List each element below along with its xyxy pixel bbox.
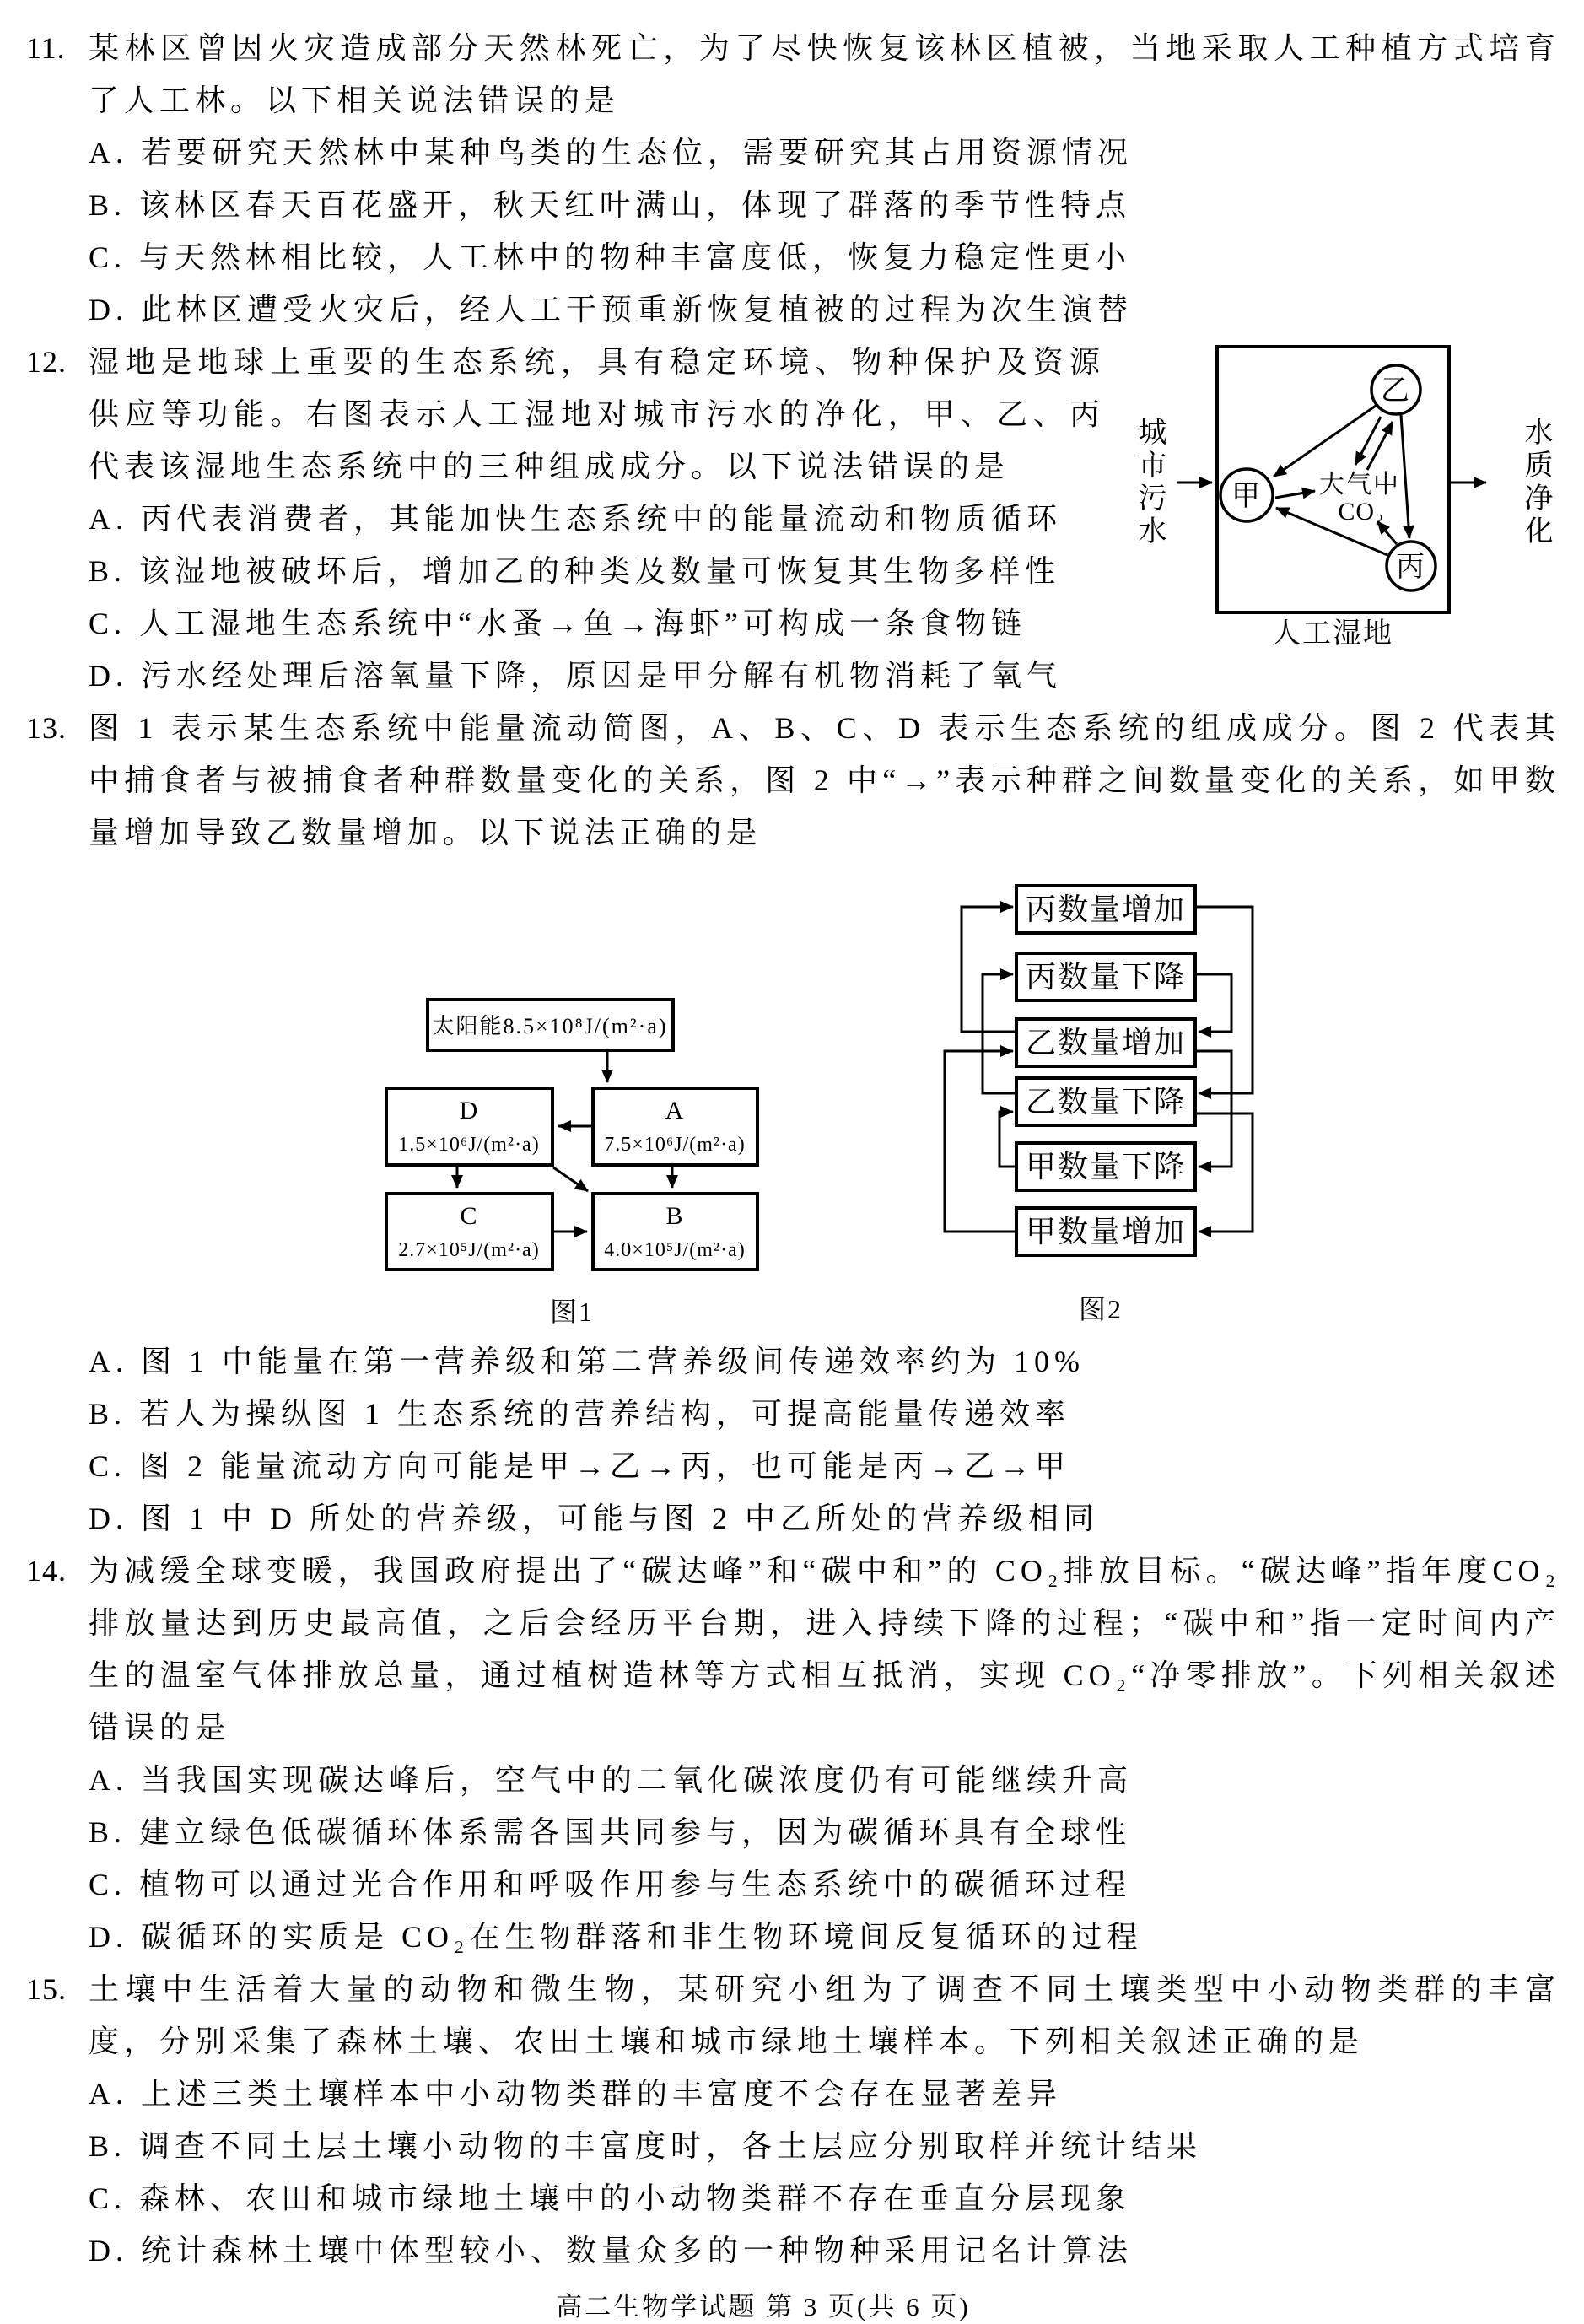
arrow-bing-down-to-yi-up	[1195, 974, 1231, 1032]
wetland-svg	[1130, 332, 1552, 671]
box-a-letter: A	[665, 1097, 685, 1124]
question-13-number: 13.	[26, 711, 67, 745]
arrow-co2-to-yi	[1367, 422, 1393, 470]
question-13-option-b: B. 若人为操纵图 1 生态系统的营养结构，可提高能量传递效率	[89, 1397, 1071, 1431]
page-footer: 高二生物学试题 第 3 页(共 6 页)	[556, 2292, 971, 2321]
arrow-yi-to-bing	[1401, 415, 1409, 538]
box-c-letter: C	[460, 1202, 478, 1230]
question-11-option-c: C. 与天然林相比较，人工林中的物种丰富度低，恢复力稳定性更小	[89, 240, 1132, 274]
question-12-option-a: A. 丙代表消费者，其能加快生态系统中的能量流动和物质循环	[89, 502, 1062, 536]
question-13-stem: 图 1 表示某生态系统中能量流动简图，A、B、C、D 表示生态系统的组成成分。图 2 代表其中捕食者与被捕食者种群数量变化的关系，图 2 中“→”表示种群之间数量变化的关系，如甲数量增加导致乙数量增加。以下说法正确的是	[89, 711, 1560, 849]
fig2-box-4-label: 乙数量下降	[1025, 1085, 1187, 1119]
arrow-bing-up-to-yi-down	[1195, 907, 1253, 1093]
node-jia-label: 甲	[1231, 481, 1262, 512]
question-14-option-d: D. 碳循环的实质是 CO₂在生物群落和非生物环境间反复循环的过程	[89, 1920, 1143, 1954]
question-11-option-a: A. 若要研究天然林中某种鸟类的生态位，需要研究其占用资源情况	[89, 136, 1133, 170]
question-12-option-b: B. 该湿地被破坏后，增加乙的种类及数量可恢复其生物多样性	[89, 554, 1061, 588]
fig2-box-6-label: 甲数量增加	[1025, 1215, 1187, 1248]
node-yi-label: 乙	[1381, 375, 1411, 407]
question-11-stem: 某林区曾因火灾造成部分天然林死亡，为了尽快恢复该林区植被，当地采取人工种植方式培育了人工林。以下相关说法错误的是	[89, 31, 1560, 117]
question-13	[26, 702, 1560, 1545]
node-bing-label: 丙	[1396, 552, 1426, 583]
arrow-d-to-b	[553, 1167, 588, 1191]
arrow-yi-down-to-bing-down	[983, 974, 1016, 1093]
question-12-option-d: D. 污水经处理后溶氧量下降，原因是甲分解有机物消耗了氧气	[89, 659, 1062, 693]
sun-box-label: 太阳能8.5×10⁸J/(m²·a)	[432, 1014, 668, 1038]
question-14-option-a: A. 当我国实现碳达峰后，空气中的二氧化碳浓度仍有可能继续升高	[89, 1763, 1133, 1797]
arrow-jia-down-to-yi-down	[999, 1112, 1016, 1167]
fig2-box-1-label: 丙数量增加	[1025, 892, 1187, 926]
fig2-box-5-label: 甲数量下降	[1025, 1150, 1187, 1184]
box-b-value: 4.0×10⁵J/(m²·a)	[604, 1239, 746, 1261]
fig2-box-2-label: 丙数量下降	[1025, 960, 1187, 994]
question-11-option-d: D. 此林区遭受火灾后，经人工干预重新恢复植被的过程为次生演替	[89, 293, 1133, 326]
box-a-value: 7.5×10⁶J/(m²·a)	[604, 1134, 746, 1156]
question-15	[26, 1963, 1560, 2277]
arrow-yi-up-to-bing-up	[962, 907, 1016, 1032]
question-12-stem: 湿地是地球上重要的生态系统，具有稳定环境、物种保护及资源供应等功能。右图表示人工湿地对城市污水的净化，甲、乙、丙代表该湿地生态系统中的三种组成成分。以下说法错误的是	[89, 345, 1105, 483]
question-13-option-c: C. 图 2 能量流动方向可能是甲→乙→丙，也可能是丙→乙→甲	[89, 1449, 1071, 1483]
question-15-option-c: C. 森林、农田和城市绿地土壤中的小动物类群不存在垂直分层现象	[89, 2181, 1132, 2215]
question-11	[26, 22, 1560, 336]
figure-1-energy-flow	[375, 985, 772, 1340]
question-11-number: 11.	[26, 31, 66, 65]
question-15-stem: 土壤中生活着大量的动物和微生物，某研究小组为了调查不同土壤类型中小动物类群的丰富度，分别采集了森林土壤、农田土壤和城市绿地土壤样本。下列相关叙述正确的是	[89, 1972, 1560, 2058]
question-14-number: 14.	[26, 1554, 67, 1588]
wetland-input-label: 城市污水	[1134, 417, 1165, 548]
box-c-value: 2.7×10⁵J/(m²·a)	[398, 1239, 540, 1261]
fig2-box-3-label: 乙数量增加	[1025, 1026, 1187, 1060]
question-13-option-a: A. 图 1 中能量在第一营养级和第二营养级间传递效率约为 10%	[89, 1345, 1085, 1378]
question-15-number: 15.	[26, 1972, 67, 2006]
question-15-option-a: A. 上述三类土壤样本中小动物类群的丰富度不会存在显著差异	[89, 2077, 1062, 2111]
question-13-figures	[89, 859, 1560, 1335]
wetland-diagram	[1122, 332, 1560, 671]
question-14-option-b: B. 建立绿色低碳循环体系需各国共同参与，因为碳循环具有全球性	[89, 1815, 1132, 1849]
co2-label-line2: CO₂	[1338, 498, 1385, 526]
figure-1-caption: 图1	[549, 1297, 595, 1327]
wetland-caption: 人工湿地	[1272, 618, 1393, 650]
question-12	[26, 336, 1560, 702]
box-d-letter: D	[459, 1097, 479, 1124]
figure-2-caption: 图2	[1078, 1294, 1123, 1324]
question-12-number: 12.	[26, 345, 67, 379]
question-15-option-b: B. 调查不同土层土壤小动物的丰富度时，各土层应分别取样并统计结果	[89, 2129, 1203, 2163]
arrow-yi-down-to-jia-up	[1195, 1113, 1253, 1232]
question-11-option-b: B. 该林区春天百花盛开，秋天红叶满山，体现了群落的季节性特点	[89, 188, 1132, 222]
figure-2-feedback	[928, 859, 1282, 1327]
question-13-option-d: D. 图 1 中 D 所处的营养级，可能与图 2 中乙所处的营养级相同	[89, 1502, 1099, 1535]
question-12-option-c: C. 人工湿地生态系统中“水蚤→鱼→海虾”可构成一条食物链	[89, 607, 1026, 640]
question-14	[26, 1545, 1560, 1963]
arrow-yi-to-jia	[1274, 406, 1376, 477]
box-d-value: 1.5×10⁶J/(m²·a)	[398, 1134, 540, 1156]
arrow-jia-up-to-yi-up	[945, 1051, 1016, 1232]
question-15-option-d: D. 统计森林土壤中体型较小、数量众多的一种物种采用记名计算法	[89, 2234, 1133, 2267]
arrow-yi-up-to-jia-down	[1195, 1051, 1231, 1167]
box-b-letter: B	[665, 1202, 684, 1230]
wetland-output-label: 水质净化	[1520, 417, 1551, 548]
arrow-yi-to-co2	[1355, 417, 1381, 465]
question-14-option-c: C. 植物可以通过光合作用和呼吸作用参与生态系统中的碳循环过程	[89, 1868, 1132, 1901]
arrow-jia-to-co2	[1275, 491, 1315, 498]
question-14-stem: 为减缓全球变暖，我国政府提出了“碳达峰”和“碳中和”的 CO₂排放目标。“碳达峰”指年度CO₂排放量达到历史最高值，之后会经历平台期，进入持续下降的过程；“碳中和”指一定时间内产生的温室气体排放总量，通过植树造林等方式相互抵消，实现 CO₂“净零排放”。下列相关叙述错误的是	[89, 1554, 1560, 1744]
co2-label-line1: 大气中	[1319, 471, 1400, 499]
